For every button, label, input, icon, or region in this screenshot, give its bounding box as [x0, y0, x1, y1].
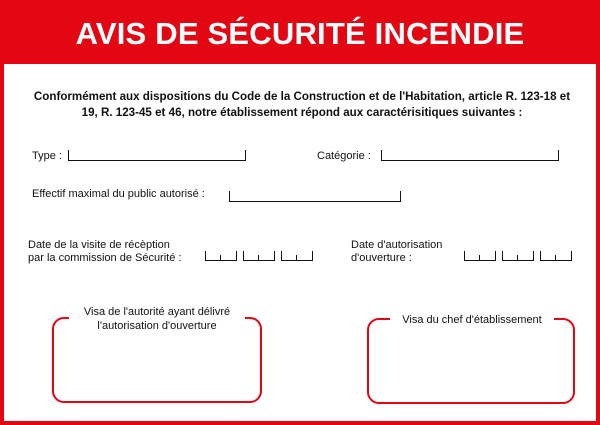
categorie-label: Catégorie :	[317, 150, 371, 162]
visite-label-line2: par la commission de Sécurité :	[28, 252, 182, 264]
visa-chef-box[interactable]	[367, 318, 575, 404]
type-label: Type :	[32, 150, 62, 162]
visite-date-field[interactable]	[205, 251, 313, 261]
title-banner	[4, 4, 596, 64]
effectif-label: Effectif maximal du public autorisé :	[32, 188, 205, 200]
date-month-box[interactable]	[502, 251, 534, 261]
visa-chef-label: Visa du chef d'établissement	[390, 313, 554, 327]
categorie-field[interactable]	[381, 150, 559, 161]
intro-text: Conformément aux dispositions du Code de la Construction et de l'Habitation, article R. 123-18 et 19, R. 123-45 et 46, notre établissement répond aux caractérisitiques suivantes :	[33, 90, 571, 119]
autorisation-label-line1: Date d'autorisation	[351, 239, 443, 251]
visite-label-line1: Date de la visite de récèption	[28, 239, 170, 251]
type-field[interactable]	[68, 150, 246, 161]
date-year-box[interactable]	[281, 251, 313, 261]
autorisation-label-line2: d'ouverture :	[351, 252, 412, 264]
date-day-box[interactable]	[464, 251, 496, 261]
autorisation-date-field[interactable]	[464, 251, 572, 261]
notice-title: AVIS DE SÉCURITÉ INCENDIE	[75, 16, 525, 51]
visa-autorite-line2: l'autorisation d'ouverture	[97, 320, 217, 332]
visa-autorite-label	[69, 305, 245, 333]
visa-autorite-line1: Visa de l'autorité ayant délivré	[83, 306, 231, 318]
date-day-box[interactable]	[205, 251, 237, 261]
effectif-field[interactable]	[229, 191, 401, 202]
date-month-box[interactable]	[243, 251, 275, 261]
date-year-box[interactable]	[540, 251, 572, 261]
